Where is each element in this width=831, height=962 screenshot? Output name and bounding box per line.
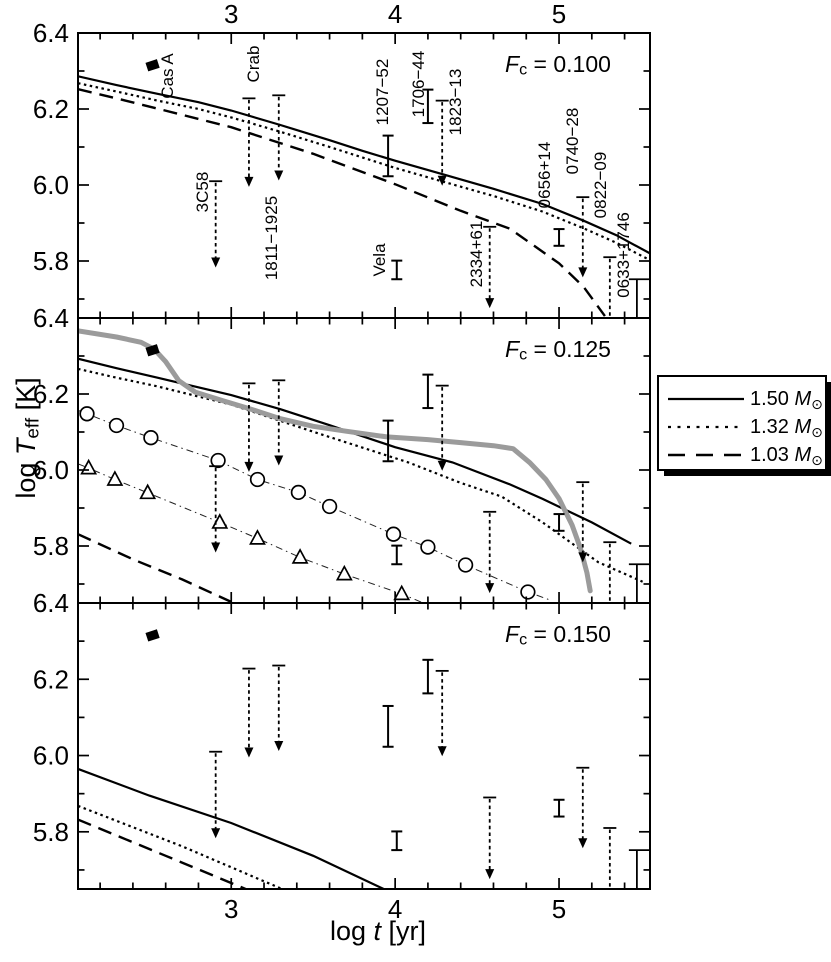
circle-marker [110,419,124,433]
curve-m150-fc-0150 [78,769,384,889]
x-tick-label-bottom: 4 [387,894,403,924]
x-tick-label-top: 4 [387,0,403,29]
triangle-marker [250,531,264,544]
y-tick-label: 6.0 [32,170,69,200]
curve-m103-fc-0150 [78,820,248,890]
x-tick-label-bottom: 5 [551,894,567,924]
curve-m103-fc-0100 [78,89,605,316]
curve-m103-fc-0125 [78,534,231,602]
obs-label-1207−52: 1207−52 [372,58,392,126]
obs-label-0656+14: 0656+14 [534,141,554,209]
triangle-marker [82,461,96,474]
circle-marker [251,473,265,487]
y-tick-label: 6.4 [32,18,69,48]
obs-arrowhead-0740−28 [578,838,587,848]
x-tick-label-top: 5 [551,0,567,29]
panel-label-fc-0100: $F_c = 0.100$ [505,51,611,79]
panel-fc-0100 [33,18,650,318]
circle-marker [387,527,401,541]
obs-arrowhead-3C58 [211,828,220,838]
observations-fc-0125 [145,344,650,602]
obs-arrowhead-2334+61 [485,583,494,593]
y-tick-label: 6.4 [32,303,69,333]
x-axis-title: log t [yr] [329,916,427,946]
obs-arrowhead-2334+61 [485,298,494,308]
circle-marker [80,407,94,421]
obs-arrowhead-2334+61 [485,869,494,879]
triangle-marker [337,567,351,580]
obs-point-Cas A [145,629,159,641]
curves-fc-0150 [78,769,384,890]
obs-label-2334+61: 2334+61 [466,220,486,288]
y-tick-label: 6.4 [32,588,69,618]
obs-label-0633+1746: 0633+1746 [613,212,633,298]
panel-label-fc-0150: $F_c = 0.150$ [505,621,611,649]
y-tick-label: 6.2 [32,379,69,409]
y-tick-label: 6.2 [32,94,69,124]
circle-marker [521,585,535,599]
obs-arrowhead-1823−13 [438,461,447,471]
obs-label-1823−13: 1823−13 [445,68,465,136]
circle-marker [144,431,158,445]
y-tick-label: 5.8 [32,816,69,847]
gray-cooling-track [78,331,590,591]
obs-label-3C58: 3C58 [192,171,212,213]
obs-arrowhead-Crab [244,462,253,472]
circle-marker [292,486,306,500]
curve-m132-fc-0150 [78,806,282,889]
obs-arrowhead-Crab [244,747,253,757]
obs-arrowhead-1823−13 [438,746,447,756]
obs-label-Cas A: Cas A [157,53,177,99]
obs-label-Vela: Vela [369,243,389,277]
marker-symbols [80,407,535,599]
triangle-marker [108,472,122,485]
panel-fc-0125 [33,303,650,605]
circle-marker [459,558,473,572]
x-tick-label-bottom: 3 [224,894,239,924]
y-tick-label: 5.8 [32,246,69,276]
obs-arrowhead-3C58 [211,257,220,267]
x-tick-label-top: 3 [224,0,239,29]
curve-m132-fc-0125 [78,369,643,582]
triangle-marker [293,550,307,563]
obs-label-0822−09: 0822−09 [590,151,610,219]
obs-arrowhead-1811−1925 [274,170,283,180]
panel-fc-0150 [33,588,650,890]
obs-arrowhead-1811−1925 [274,741,283,751]
obs-arrowhead-0740−28 [578,267,587,277]
triangle-marker [395,586,409,599]
obs-arrowhead-3C58 [211,542,220,552]
circle-marker [421,540,435,554]
y-tick-label: 6.0 [32,740,69,771]
y-tick-label: 6.2 [32,664,69,695]
obs-arrowhead-1811−1925 [274,455,283,465]
obs-label-Crab: Crab [243,45,263,83]
obs-label-1811−1925: 1811−1925 [261,195,281,281]
y-tick-label: 6.0 [32,455,69,485]
obs-label-0740−28: 0740−28 [562,107,582,175]
circle-marker [323,500,337,514]
legend-label: 1.32 $M_⊙$ [750,416,823,440]
observations-fc-0150 [145,629,650,888]
obs-label-1706−44: 1706−44 [408,50,428,118]
legend-label: 1.03 $M_⊙$ [750,444,823,468]
curves-fc-0125 [78,331,643,605]
triangle-marker [141,485,155,498]
legend [658,376,831,476]
obs-arrowhead-Crab [244,177,253,187]
y-tick-label: 5.8 [32,531,69,561]
y-axis-title: $\log T_{eff}$ [K] [11,377,43,499]
legend-label: 1.50 $M_⊙$ [750,388,823,412]
circle-marker [211,454,225,468]
panel-label-fc-0125: $F_c = 0.125$ [505,336,611,364]
